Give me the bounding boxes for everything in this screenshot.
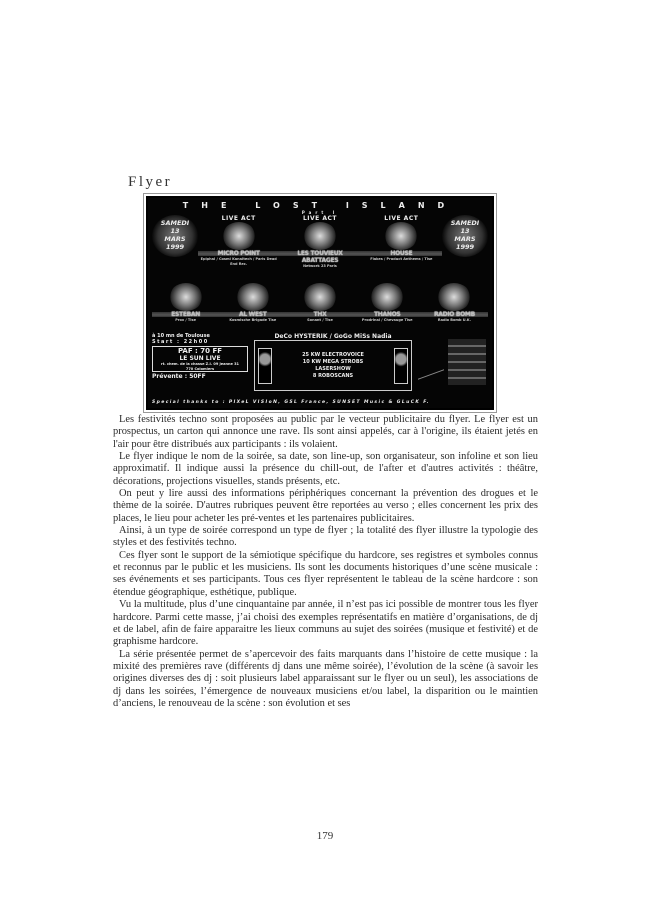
flyer-date-left	[152, 215, 198, 257]
sound-line: 8 ROBOSCANS	[312, 372, 354, 379]
artist-graphic	[169, 283, 203, 311]
artist-graphic	[236, 283, 270, 311]
sound-line: 25 KW ELECTROVOICE	[302, 351, 364, 358]
live-act-label: LIVE ACT	[221, 215, 256, 222]
live-act-name: MICRO POINT	[198, 250, 279, 257]
flyer-thanks: Special thanks to : PIXeL VISIoN, GSL France, SUNSET Music & GLuCK F.	[152, 400, 430, 405]
live-act-name: LES TOUVIEUX ABATTAGES	[279, 250, 360, 264]
artist-graphic	[222, 222, 256, 250]
paragraph: Ainsi, à un type de soirée correspond un type de flyer ; la totalité des flyer illustre la typologie des styles et des festivités techno.	[113, 525, 538, 549]
flyer-venue-info	[152, 333, 248, 391]
dj	[219, 283, 286, 323]
artist-graphic	[384, 222, 418, 250]
dj	[421, 283, 488, 323]
paragraph: Vu la multitude, plus d’une cinquantaine par année, il n’est pas ici possible de montrer tous les flyer hardcore. Parmi cette masse, j’ai choisi des exemples représentatifs en matière d’organisations, de dj et de label, afin de faire apparaitre les lieux communs au sujet des soirées (musique et festivité) et de graphisme hardcore.	[113, 599, 538, 648]
sponsor-logos	[448, 339, 486, 385]
section-title: Flyer	[128, 174, 173, 190]
map-graphic	[418, 345, 444, 379]
flyer-venue: LE SUN LIVE	[179, 355, 221, 362]
dj-info: Radio Bomb U.K.	[437, 318, 471, 322]
live-act	[279, 215, 360, 269]
flyer-graphics	[418, 333, 488, 391]
sound-line: LASERSHOW	[315, 365, 351, 372]
flyer-date-right	[442, 215, 488, 257]
live-act-info: Network 23 Paris	[303, 264, 337, 268]
date-month: MARS	[454, 235, 476, 243]
flyer-presale: Prévente : 50FF	[152, 373, 206, 380]
live-act-info: Flakes / Product Anthems / Tlse	[370, 257, 433, 261]
live-act-name: HOUSE	[361, 250, 442, 257]
dj	[286, 283, 353, 323]
dj-info: Prodrinal / Chevauge Tlse	[361, 318, 413, 322]
flyer-sound-box	[254, 340, 412, 391]
flyer-sound-section	[254, 333, 412, 391]
artist-graphic	[303, 283, 337, 311]
date-month: MARS	[164, 235, 186, 243]
flyer-address: rt. chem. de la chasse Z.I. 09 Jeanne 31 770 Colomiers	[161, 362, 239, 371]
sound-lines	[275, 352, 391, 380]
sound-line: 10 KW MEGA STROBS	[302, 358, 364, 365]
dj	[354, 283, 421, 323]
date-num: 13	[460, 227, 470, 235]
speaker-icon	[394, 348, 408, 384]
dj-name: THX	[286, 311, 353, 318]
dj-info: Prox / Tlse	[175, 318, 196, 322]
date-day: SAMEDI	[450, 219, 480, 227]
live-act-info: Epiphal / Cosmi Kanaltech / Paris Dead End Rec.	[200, 257, 277, 266]
dj-name: RADIO BOMB	[421, 311, 488, 318]
flyer-location: à 10 mn de Toulouse	[152, 333, 210, 339]
paragraph: Les festivités techno sont proposées au public par le vecteur publicitaire du flyer. Le flyer est un prospectus, un carton qui annonce une rave. Ils sont ainsi appelés, car à l'origine, ils étaient jetés en l'air pour être distribués aux participants : ils volaient.	[113, 414, 538, 450]
date-num: 13	[170, 227, 180, 235]
artist-graphic	[303, 222, 337, 250]
date-day: SAMEDI	[160, 219, 190, 227]
flyer-image	[146, 196, 494, 410]
paragraph: La série présentée permet de s’apercevoir des faits marquants dans l’histoire de cette musique : la mixité des premières rave (différents dj dans une même soirée), l’évolution de la scène (à savoir les origines diverses des dj : soit plusieurs label apparaissant sur le flyer ou un seul), les associations de dj dans les soirées, l’émergence de nouveaux musiciens et/ou label, la disparition ou le maintien d’anciens, le renouveau de la scène : son évolution et ses	[113, 648, 538, 709]
flyer-title: THE LOST ISLAND	[182, 201, 458, 210]
live-act	[198, 215, 279, 266]
artist-graphic	[370, 283, 404, 311]
dj-info: Kosmische Brigade Tlse	[229, 318, 277, 322]
paragraph: Le flyer indique le nom de la soirée, sa date, son line-up, son organisateur, son infoline et son lieu approximatif. Il indique aussi la présence du chill-out, de l'after et d'autres activités : théâtre, décorations, projections visuelles, stands présents, etc.	[113, 451, 538, 487]
dj-name: ESTEBAN	[152, 311, 219, 318]
flyer-price: PAF : 70 FF	[177, 347, 223, 355]
flyer-venue-box	[152, 346, 248, 372]
dj	[152, 283, 219, 323]
live-act-label: LIVE ACT	[384, 215, 419, 222]
date-year: 1999	[455, 243, 475, 251]
flyer-live-acts-row	[152, 215, 488, 281]
speaker-icon	[258, 348, 272, 384]
page-number: 179	[316, 830, 334, 842]
artist-graphic	[437, 283, 471, 311]
flyer-djs-row	[152, 283, 488, 331]
date-year: 1999	[165, 243, 185, 251]
live-act	[361, 215, 442, 262]
flyer-deco: DeCo HYSTERIK / GoGo MiSs Nadia	[274, 333, 392, 340]
body-text	[113, 414, 538, 710]
flyer-part: Part I	[301, 210, 339, 215]
live-act-label: LIVE ACT	[302, 215, 337, 222]
flyer-bottom-section	[152, 333, 488, 391]
paragraph: On peut y lire aussi des informations périphériques concernant la prévention des drogues et le thème de la soirée. D'autres rubriques peuvent être reportées au verso ; elles concernent les prix des places, le lieu pour acheter les pré-ventes et les partenaires publicitaires.	[113, 488, 538, 524]
dj-info: Sonant / Tlse	[307, 318, 333, 322]
dj-name: THANOS	[354, 311, 421, 318]
flyer-start: Start : 22h00	[152, 339, 209, 345]
dj-name: AL WEST	[219, 311, 286, 318]
paragraph: Ces flyer sont le support de la sémiotique spécifique du hardcore, ses registres et symboles connus et reconnus par le public et les musiciens. Ils sont les documents historiques d’une scène musicale : ses événements et ses participants. Tous ces flyer représentent le tableau de la scène hardcore : son étendue géographique, esthétique, publique.	[113, 549, 538, 598]
